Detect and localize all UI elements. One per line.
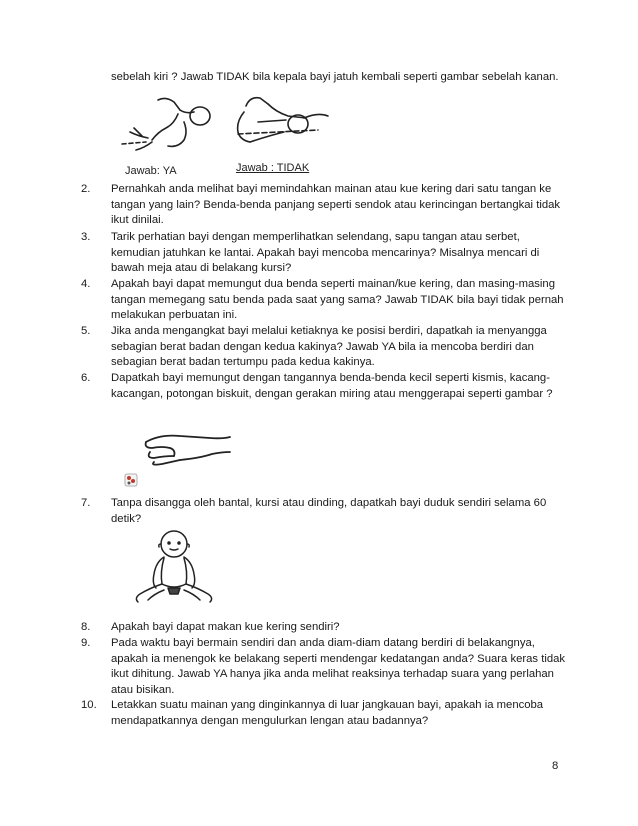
- raking-grasp-illustration: [140, 428, 235, 468]
- list-item: [81, 182, 571, 229]
- intro-continuation: sebelah kiri ? Jawab TIDAK bila kepala bayi jatuh kembali seperti gambar sebelah kanan.: [111, 71, 559, 83]
- small-object-icon: [124, 473, 138, 487]
- item-number: 3.: [81, 231, 91, 243]
- item-number: 9.: [81, 637, 91, 649]
- list-item: [81, 324, 571, 371]
- item-number: 10.: [81, 699, 97, 711]
- item-text: Dapatkah bayi memungut dengan tangannya benda-benda kecil seperti kismis, kacang-kacangan, potongan biskuit, dengan gerakan miring atau menggerapai seperti gambar ?: [111, 372, 553, 400]
- item-text: Jika anda mengangkat bayi melalui ketiaknya ke posisi berdiri, dapatkah ia menyangga sebagian berat badan dengan kedua kakinya? Jawab YA bila ia mencoba berdiri dan sebagian berat badan tertumpu pada kedua kakinya.: [111, 325, 547, 369]
- list-item: [81, 698, 571, 729]
- sitting-baby-illustration: [128, 528, 220, 606]
- item-number: 5.: [81, 325, 91, 337]
- list-item: [81, 620, 571, 636]
- item-text: Pada waktu bayi bermain sendiri dan anda diam-diam datang berdiri di belakangnya, apakah ia menengok ke belakang seperti mendengar kedatangan anda? Suara keras tidak ikut dihitung. Jawab YA hanya jika anda melihat reaksinya terhadap suara yang perlahan atau bisikan.: [111, 637, 566, 696]
- caption-no: Jawab : TIDAK: [236, 162, 310, 174]
- item-number: 6.: [81, 372, 91, 384]
- list-item: [81, 496, 571, 527]
- item-number: 7.: [81, 497, 91, 509]
- item-number: 2.: [81, 183, 91, 195]
- item-number: 8.: [81, 621, 91, 633]
- item-text: Pernahkah anda melihat bayi memindahkan mainan atau kue kering dari satu tangan ke tangan yang lain? Benda-benda panjang seperti sendok atau kerincingan bertangkai tidak ikut dinilai.: [111, 183, 561, 227]
- item-text: Letakkan suatu mainan yang dinginkannya di luar jangkauan bayi, apakah ia mencoba mendapatkannya dengan mengulurkan lengan atau badannya?: [111, 699, 544, 727]
- item-text: Tanpa disangga oleh bantal, kursi atau dinding, dapatkah bayi duduk sendiri selama 60 detik?: [111, 497, 547, 525]
- item-text: Apakah bayi dapat memungut dua benda seperti mainan/kue kering, dan masing-masing tangan memegang satu benda pada saat yang sama? Jawab TIDAK bila bayi tidak pernah melakukan perbuatan ini.: [111, 278, 564, 322]
- item-text: Tarik perhatian bayi dengan memperlihatkan selendang, sapu tangan atau serbet, kemudian jatuhkan ke lantai. Apakah bayi mencoba mencarinya? Misalnya mencari di bawah meja atau di belakang kursi?: [111, 231, 540, 275]
- list-item: [81, 277, 571, 324]
- item-number: 4.: [81, 278, 91, 290]
- list-item: [81, 371, 571, 402]
- head-control-illustration: [118, 92, 358, 162]
- list-item: [81, 636, 571, 698]
- page-number: 8: [552, 760, 559, 772]
- caption-yes: Jawab: YA: [125, 165, 177, 177]
- item-text: Apakah bayi dapat makan kue kering sendiri?: [111, 621, 340, 633]
- list-item: [81, 230, 571, 277]
